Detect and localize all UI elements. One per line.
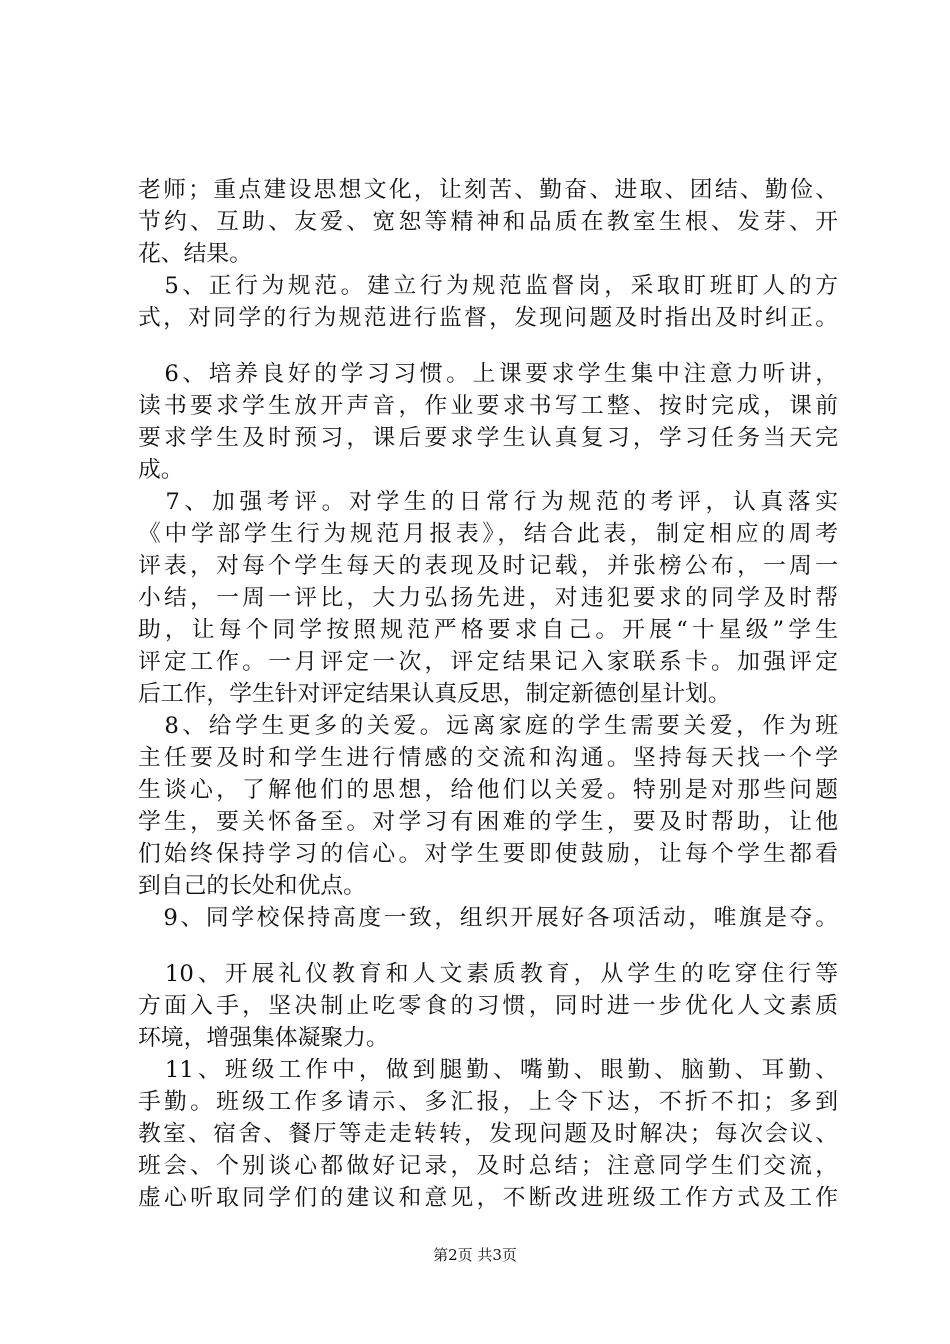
- text-line: 主任要及时和学生进行情感的交流和沟通。坚持每天找一个学: [138, 745, 838, 771]
- text-line: 环境，增强集体凝聚力。: [138, 1025, 389, 1051]
- text-line: 评定工作。一月评定一次，评定结果记入家联系卡。加强评定: [138, 649, 838, 675]
- text-line: 生谈心，了解他们的思想，给他们以关爱。特别是对那些问题: [138, 777, 838, 803]
- text-line: 式，对同学的行为规范进行监督，发现问题及时指出及时纠正。: [138, 305, 838, 331]
- text-line: 手勤。班级工作多请示、多汇报，上令下达，不折不扣；多到: [138, 1089, 838, 1115]
- text-line: 9、同学校保持高度一致，组织开展好各项活动，唯旗是夺。: [138, 905, 838, 931]
- text-line: 教室、宿舍、餐厅等走走转转，发现问题及时解决；每次会议、: [138, 1121, 838, 1147]
- text-line: 班会、个别谈心都做好记录，及时总结；注意同学生们交流，: [138, 1153, 838, 1179]
- text-line: 花、结果。: [138, 241, 252, 267]
- text-line: 评表，对每个学生每天的表现及时记载，并张榜公布，一周一: [138, 553, 838, 579]
- text-line: 7、加强考评。对学生的日常行为规范的考评，认真落实: [138, 489, 838, 515]
- text-line: 11、班级工作中，做到腿勤、嘴勤、眼勤、脑勤、耳勤、: [138, 1057, 838, 1083]
- text-line: 小结，一周一评比，大力弘扬先进，对违犯要求的同学及时帮: [138, 585, 838, 611]
- text-line: 虚心听取同学们的建议和意见，不断改进班级工作方式及工作: [138, 1185, 838, 1211]
- text-line: 们始终保持学习的信心。对学生要即使鼓励，让每个学生都看: [138, 841, 838, 867]
- text-line: 8、给学生更多的关爱。远离家庭的学生需要关爱，作为班: [138, 713, 838, 739]
- text-line: 成。: [138, 457, 184, 483]
- text-line: 学生，要关怀备至。对学习有困难的学生，要及时帮助，让他: [138, 809, 838, 835]
- page-number: 第2页 共3页: [433, 1246, 517, 1264]
- text-line: 6、培养良好的学习习惯。上课要求学生集中注意力听讲，: [138, 361, 838, 387]
- text-line: 节约、互助、友爱、宽恕等精神和品质在教室生根、发芽、开: [138, 209, 838, 235]
- text-line: 要求学生及时预习，课后要求学生认真复习，学习任务当天完: [138, 425, 838, 451]
- text-line: 方面入手，坚决制止吃零食的习惯，同时进一步优化人文素质: [138, 993, 838, 1019]
- text-line: 后工作，学生针对评定结果认真反思，制定新德创星计划。: [138, 681, 731, 707]
- text-line: 10、开展礼仪教育和人文素质教育，从学生的吃穿住行等: [138, 961, 838, 987]
- text-line: 5、正行为规范。建立行为规范监督岗，采取盯班盯人的方: [138, 273, 838, 299]
- text-line: 老师；重点建设思想文化，让刻苦、勤奋、进取、团结、勤俭、: [138, 177, 838, 203]
- text-line: 读书要求学生放开声音，作业要求书写工整、按时完成，课前: [138, 393, 838, 419]
- text-line: 《中学部学生行为规范月报表》，结合此表，制定相应的周考: [138, 521, 838, 547]
- text-line: 到自己的长处和优点。: [138, 873, 366, 899]
- text-line: 助，让每个同学按照规范严格要求自己。开展“十星级”学生: [138, 617, 838, 643]
